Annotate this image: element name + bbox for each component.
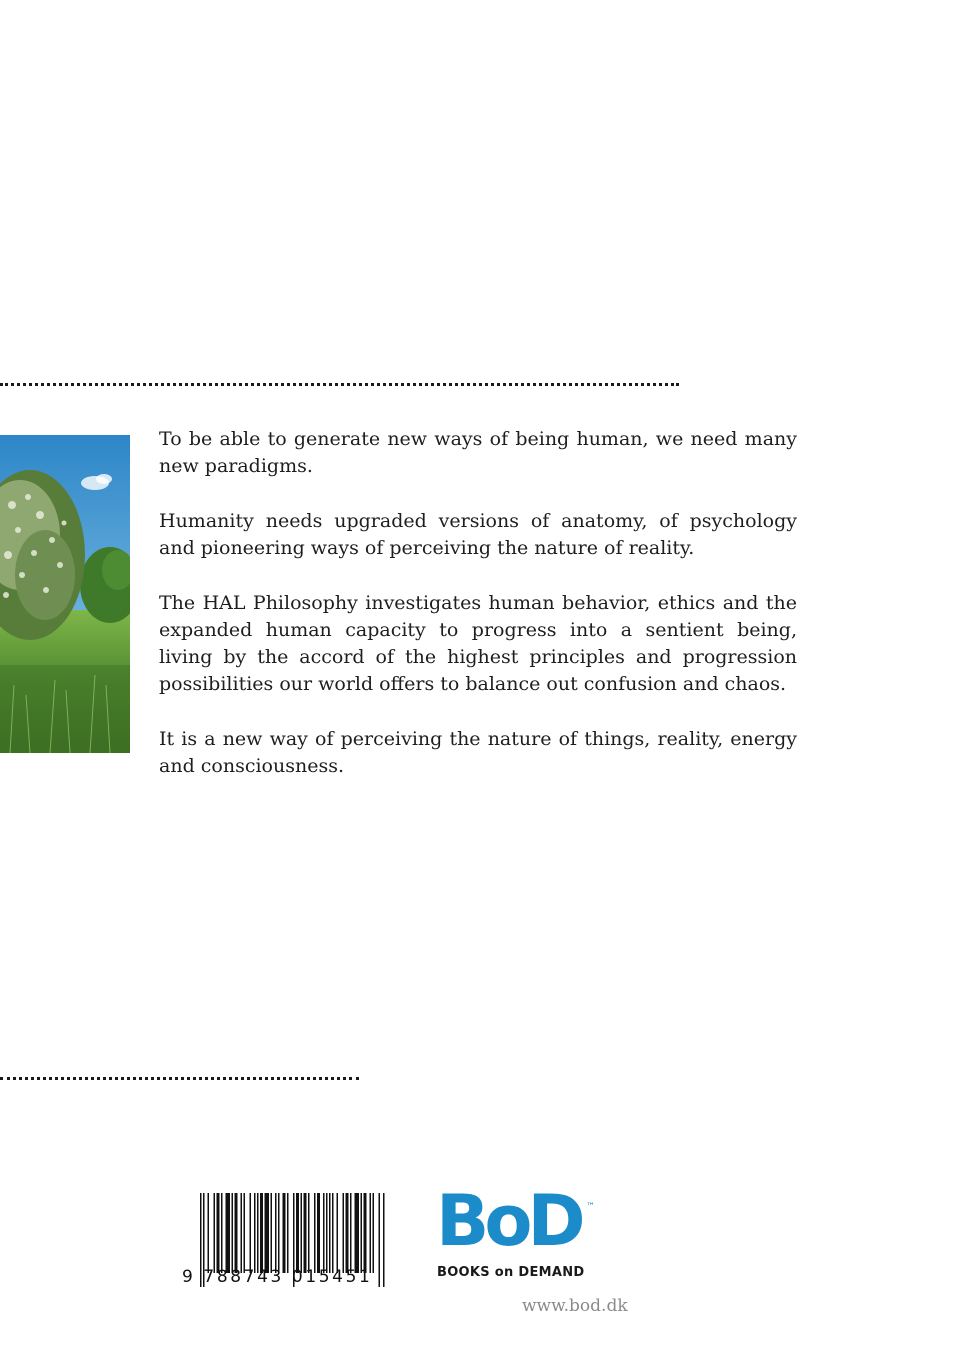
barcode-bar (278, 1193, 280, 1273)
barcode-bar (271, 1193, 273, 1273)
barcode-bar (373, 1193, 375, 1273)
barcode-bar (364, 1193, 367, 1273)
barcode-bar (283, 1193, 286, 1273)
bod-logo-mark: BoD (436, 1180, 581, 1262)
barcode-bar (361, 1193, 363, 1273)
barcode-bar (265, 1193, 270, 1273)
barcode-bar (326, 1193, 328, 1273)
barcode-bar (343, 1193, 345, 1273)
publisher-tagline: BOOKS on DEMAND (437, 1265, 585, 1280)
barcode-bar (337, 1193, 339, 1273)
publisher-logo (436, 1180, 611, 1288)
landscape-photo (0, 435, 130, 753)
barcode-bar (226, 1193, 231, 1273)
back-cover-blurb (159, 426, 797, 808)
isbn-barcode (178, 1193, 388, 1289)
barcode-bar (370, 1193, 372, 1273)
barcode-bar (217, 1193, 220, 1273)
isbn-digits: 9 788743 015451 (182, 1267, 373, 1287)
barcode-bar (221, 1193, 223, 1273)
publisher-url: www.bod.dk (522, 1296, 628, 1316)
barcode-bar (304, 1193, 307, 1273)
landscape-photo-icon (0, 435, 130, 753)
barcode-bar (350, 1193, 352, 1273)
blurb-paragraph-3: The HAL Philosophy investigates human behavior, ethics and the expanded human capacity to progress into a sentient being, living by the accord of the highest principles and progression possibilities our world offers to balance out confusion and chaos. (159, 591, 797, 696)
barcode-bar (329, 1193, 331, 1273)
barcode-bar (275, 1193, 277, 1273)
blurb-paragraph-4: It is a new way of perceiving the nature of things, reality, energy and consciousness. (159, 727, 797, 777)
trademark-symbol: ™ (586, 1202, 595, 1212)
barcode-bar (250, 1193, 252, 1273)
barcode-bar (332, 1193, 334, 1273)
barcode-bar (244, 1193, 246, 1273)
barcode-bar (355, 1193, 360, 1273)
barcode-bar (232, 1193, 234, 1273)
barcode-bar (257, 1193, 259, 1273)
blurb-paragraph-1: To be able to generate new ways of being human, we need many new paradigms. (159, 428, 797, 478)
barcode-bar (241, 1193, 243, 1273)
barcode-bar (308, 1193, 310, 1273)
barcode-bar (314, 1193, 316, 1273)
barcode-bar (301, 1193, 303, 1273)
dotted-divider-top (0, 383, 679, 386)
dotted-divider-bottom (0, 1077, 359, 1080)
barcode-bar (296, 1193, 299, 1273)
blurb-paragraph-2: Humanity needs upgraded versions of anatomy, of psychology and pioneering ways of perceiving the nature of reality. (159, 509, 797, 559)
barcode-bar (287, 1193, 289, 1273)
barcode-bar (323, 1193, 325, 1273)
barcode-bar (260, 1193, 263, 1273)
barcode-bar (214, 1193, 216, 1273)
barcode-bar (208, 1193, 210, 1273)
barcode-bar (317, 1193, 320, 1273)
barcode-bar (346, 1193, 349, 1273)
barcode-bar (254, 1193, 256, 1273)
barcode-bar (235, 1193, 238, 1273)
